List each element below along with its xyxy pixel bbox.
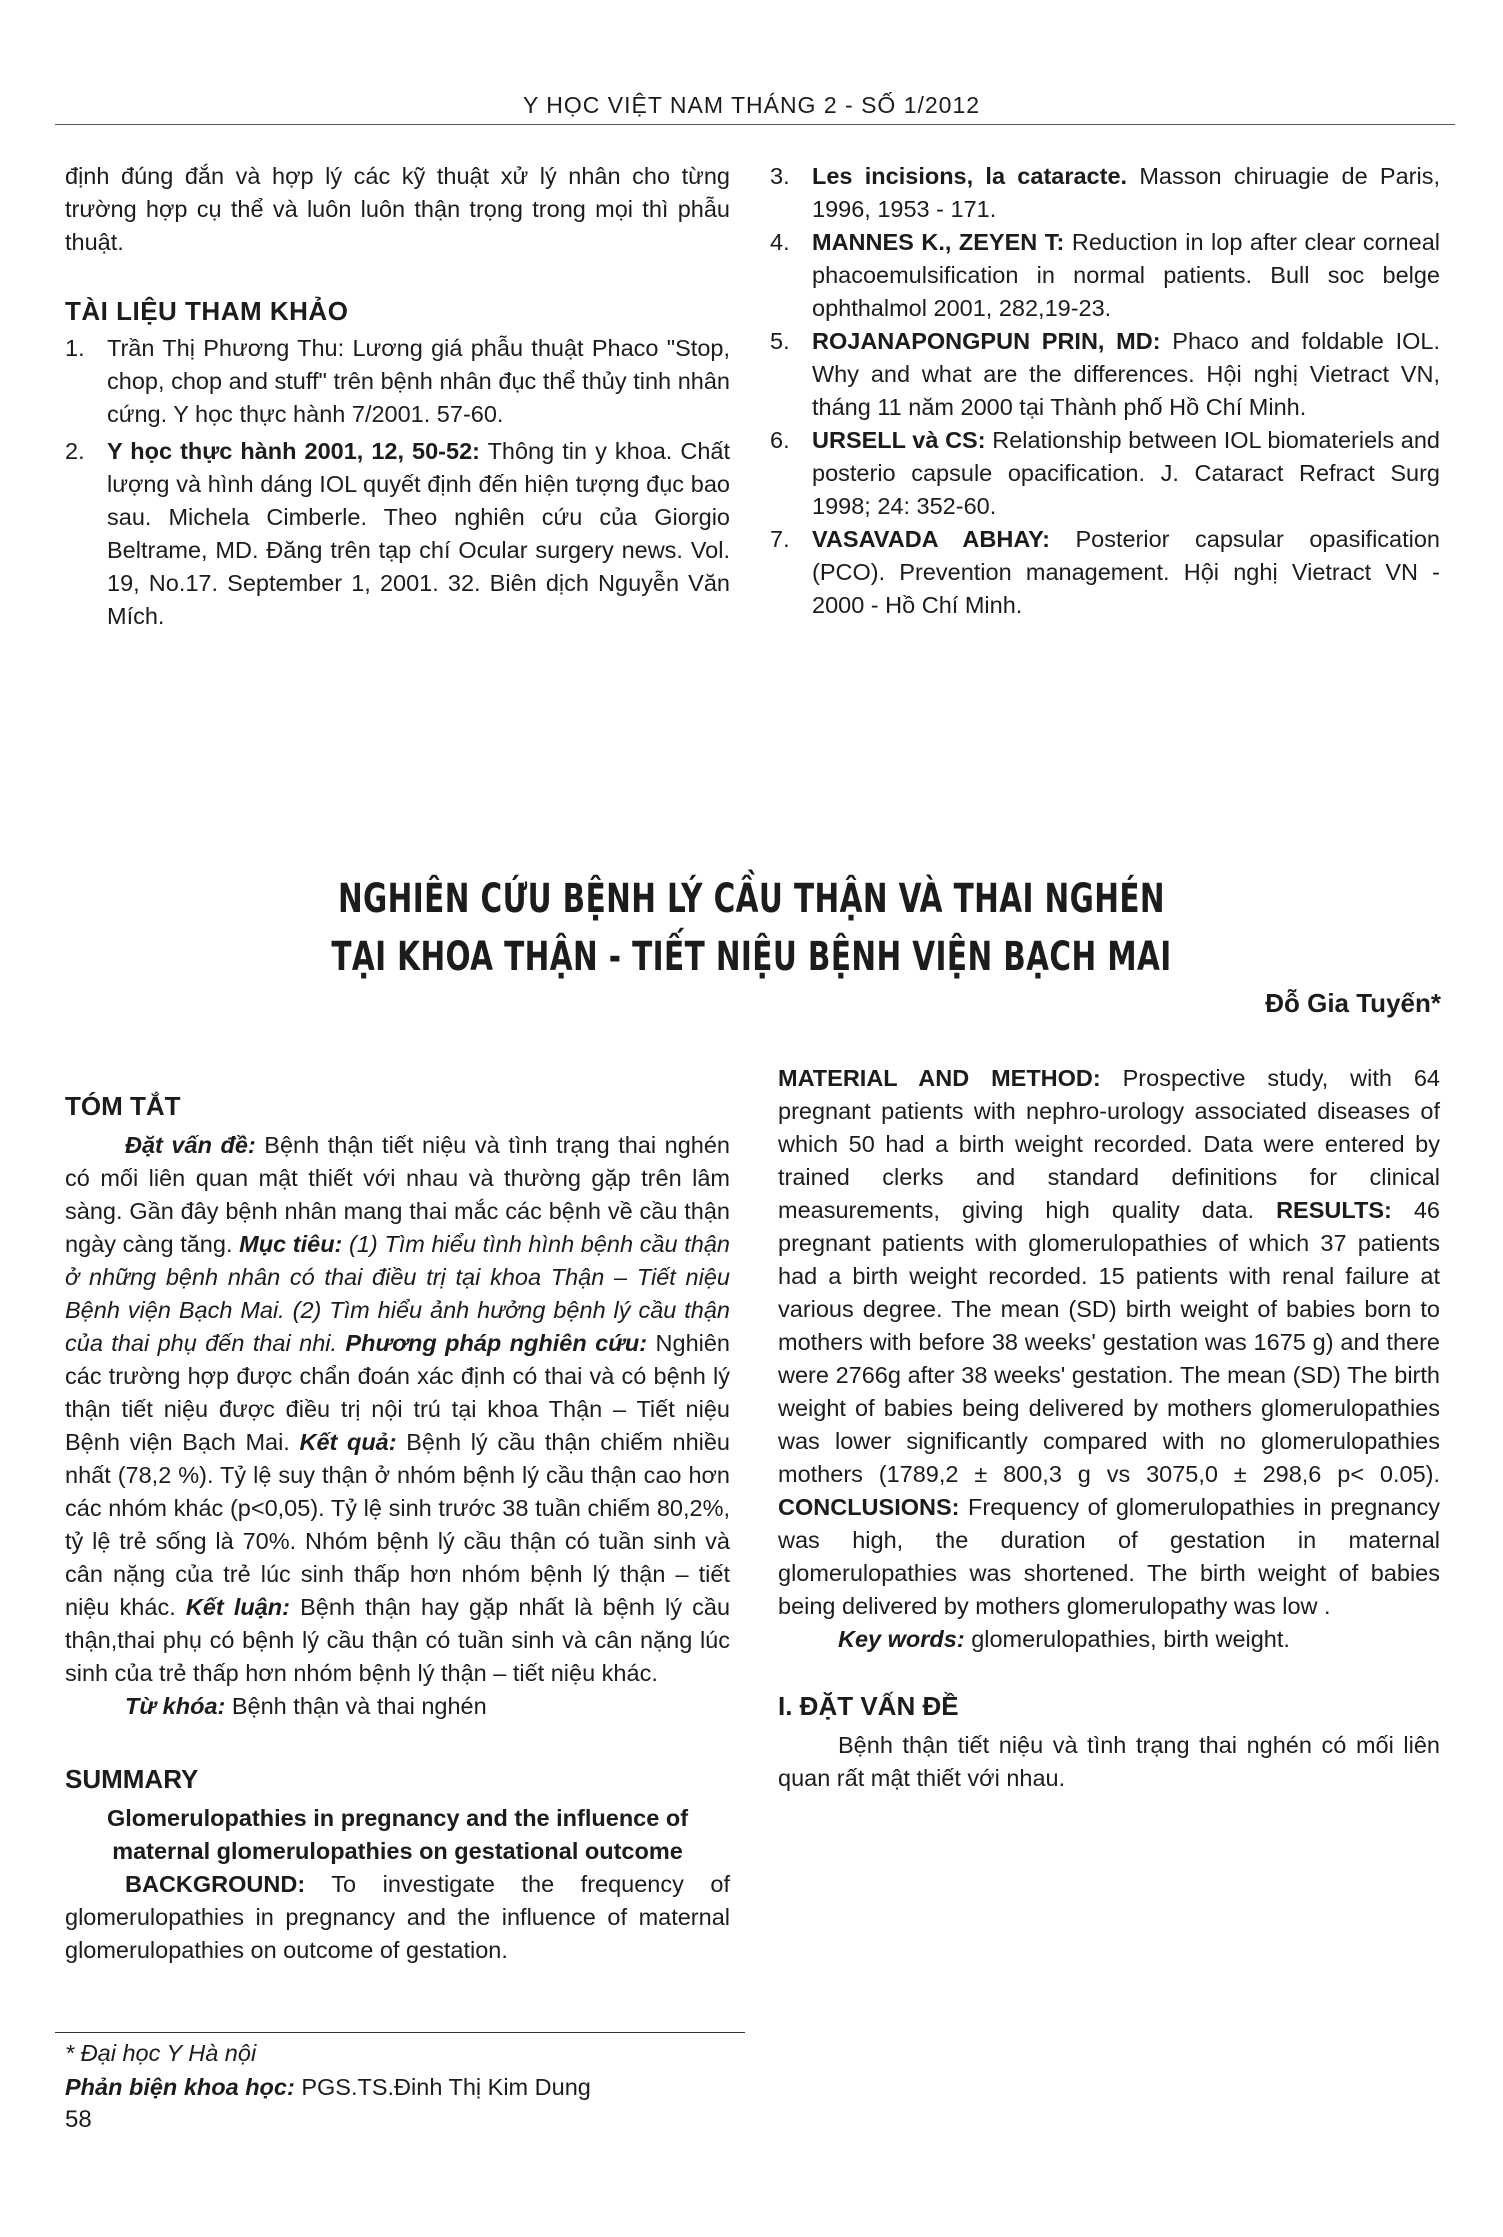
article-title-line-2: TẠI KHOA THẬN - TIẾT NIỆU BỆNH VIỆN BẠCH MAI bbox=[331, 934, 1172, 980]
abstract-heading: TÓM TẮT bbox=[65, 1091, 181, 1121]
summary-body: MATERIAL AND METHOD: Prospective study, with 64 pregnant patients with nephro-urology associated diseases of which 50 had a birth weight recorded. Data were entered by trained clerks and standard definitions for clinical measurements, giving high quality data. RESULTS: 46 pregnant patients with glomerulopathies of which 37 patients had a birth weight recorded. 15 patients with renal failure at various degree. The mean (SD) birth weight of babies born to mothers with before 38 weeks' gestation was 1675 g) and there were 2766g after 38 weeks' gestation. The mean (SD) The birth weight of babies being delivered by mothers glomerulopathies was lower significantly compared with no glomerulopathies mothers (1789,2 ± 800,3 g vs 3075,0 ± 298,6 p< 0.05). CONCLUSIONS: Frequency of glomerulopathies in pregnancy was high, the duration of gestation in maternal glomerulopathies was shortened. The birth weight of babies being delivered by mothers glomerulopathy was low . bbox=[778, 1065, 1441, 1619]
previous-article-ending: định đúng đắn và hợp lý các kỹ thuật xử lý nhân cho từng trường hợp cụ thể và luôn luôn thận trọng trong mọi thì phẫu thuật. bbox=[65, 163, 730, 255]
article-title-line-1: NGHIÊN CỨU BỆNH LÝ CẦU THẬN VÀ THAI NGHÉN bbox=[337, 876, 1166, 922]
summary-heading: SUMMARY bbox=[65, 1764, 199, 1794]
author: Đỗ Gia Tuyến* bbox=[1265, 988, 1441, 1018]
summary-title: Glomerulopathies in pregnancy and the influence of maternal glomerulopathies on gestational outcome bbox=[106, 1805, 689, 1864]
footnote-rule bbox=[55, 2032, 745, 2033]
abstract-column bbox=[65, 1070, 730, 1967]
summary-background: BACKGROUND: To investigate the frequency of glomerulopathies in pregnancy and the influence of maternal glomerulopathies on outcome of gestation. bbox=[65, 1871, 730, 1963]
reference-item: 6. URSELL và CS: Relationship between IOL biomateriels and posterio capsule opacification. J. Cataract Refract Surg 1998; 24: 352-60. bbox=[770, 427, 1441, 519]
page-number: 58 bbox=[65, 2106, 92, 2133]
summary-column bbox=[778, 1062, 1440, 1795]
running-header: Y HỌC VIỆT NAM THÁNG 2 - SỐ 1/2012 bbox=[522, 92, 981, 118]
references-heading: TÀI LIỆU THAM KHẢO bbox=[65, 296, 349, 326]
footnote-reviewer: Phản biện khoa học: PGS.TS.Đinh Thị Kim Dung bbox=[65, 2074, 591, 2100]
header-rule bbox=[55, 124, 1455, 125]
reference-item: 3. Les incisions, la cataracte. Masson chiruagie de Paris, 1996, 1953 - 171. bbox=[770, 163, 1440, 222]
reference-item: 4. MANNES K., ZEYEN T: Reduction in lop after clear corneal phacoemulsification in normal patients. Bull soc belge ophthalmol 2001, 282,19-23. bbox=[770, 229, 1440, 321]
reference-item: 2. Y học thực hành 2001, 12, 50-52: Thông tin y khoa. Chất lượng và hình dáng IOL quyết định đến hiện tượng đục bao sau. Michela Cimberle. Theo nghiên cứu của Giorgio Beltrame, MD. Đăng trên tạp chí Ocular surgery news. Vol. 19, No.17. September 1, 2001. 32. Biên dịch Nguyễn Văn Mích. bbox=[65, 438, 730, 629]
article-title bbox=[135, 870, 1367, 986]
section-1-heading: I. ĐẶT VẤN ĐỀ bbox=[778, 1691, 959, 1721]
previous-article-left-column bbox=[65, 160, 730, 633]
reference-item: 7. VASAVADA ABHAY: Posterior capsular opasification (PCO). Prevention management. Hội nghị Vietract VN - 2000 - Hồ Chí Minh. bbox=[770, 526, 1440, 618]
abstract-body: Đặt vấn đề: Bệnh thận tiết niệu và tình trạng thai nghén có mối liên quan mật thiết với nhau và thường gặp trên lâm sàng. Gần đây bệnh nhân mang thai mắc các bệnh về cầu thận ngày càng tăng. Mục tiêu: (1) Tìm hiểu tình hình bệnh cầu thận ở những bệnh nhân có thai điều trị tại khoa Thận – Tiết niệu Bệnh viện Bạch Mai. (2) Tìm hiểu ảnh hưởng bệnh lý cầu thận của thai phụ đến thai nhi. Phương pháp nghiên cứu: Nghiên các trường hợp được chẩn đoán xác định có thai và có bệnh lý thận tiết niệu được điều trị nội trú tại khoa Thận – Tiết niệu Bệnh viện Bạch Mai. Kết quả: Bệnh lý cầu thận chiếm nhiều nhất (78,2 %). Tỷ lệ suy thận ở nhóm bệnh lý cầu thận cao hơn các nhóm khác (p<0,05). Tỷ lệ sinh trước 38 tuần chiếm 80,2%, tỷ lệ trẻ sống là 70%. Nhóm bệnh lý cầu thận có tuần sinh và cân nặng của trẻ lúc sinh thấp hơn nhóm bệnh lý thận – tiết niệu khác. Kết luận: Bệnh thận hay gặp nhất là bệnh lý cầu thận,thai phụ có bệnh lý cầu thận có tuần sinh và cân nặng lúc sinh của trẻ thấp hơn nhóm bệnh lý thận – tiết niệu khác. bbox=[65, 1132, 731, 1686]
reference-item: 5. ROJANAPONGPUN PRIN, MD: Phaco and foldable IOL. Why and what are the differences. Hội nghị Vietract VN, tháng 11 năm 2000 tại Thành phố Hồ Chí Minh. bbox=[770, 328, 1440, 420]
footnote-affiliation: * Đại học Y Hà nội bbox=[65, 2040, 257, 2066]
footnotes bbox=[65, 2036, 591, 2104]
summary-keywords: Key words: glomerulopathies, birth weight. bbox=[838, 1626, 1290, 1652]
previous-article-right-column bbox=[770, 160, 1440, 622]
reference-item: 1. Trần Thị Phương Thu: Lương giá phẫu thuật Phaco "Stop, chop, chop and stuff" trên bệnh nhân đục thể thủy tinh nhân cứng. Y học thực hành 7/2001. 57-60. bbox=[65, 335, 730, 427]
abstract-keywords: Từ khóa: Bệnh thận và thai nghén bbox=[125, 1693, 487, 1719]
section-1-text: Bệnh thận tiết niệu và tình trạng thai nghén có mối liên quan rất mật thiết với nhau. bbox=[778, 1732, 1440, 1791]
